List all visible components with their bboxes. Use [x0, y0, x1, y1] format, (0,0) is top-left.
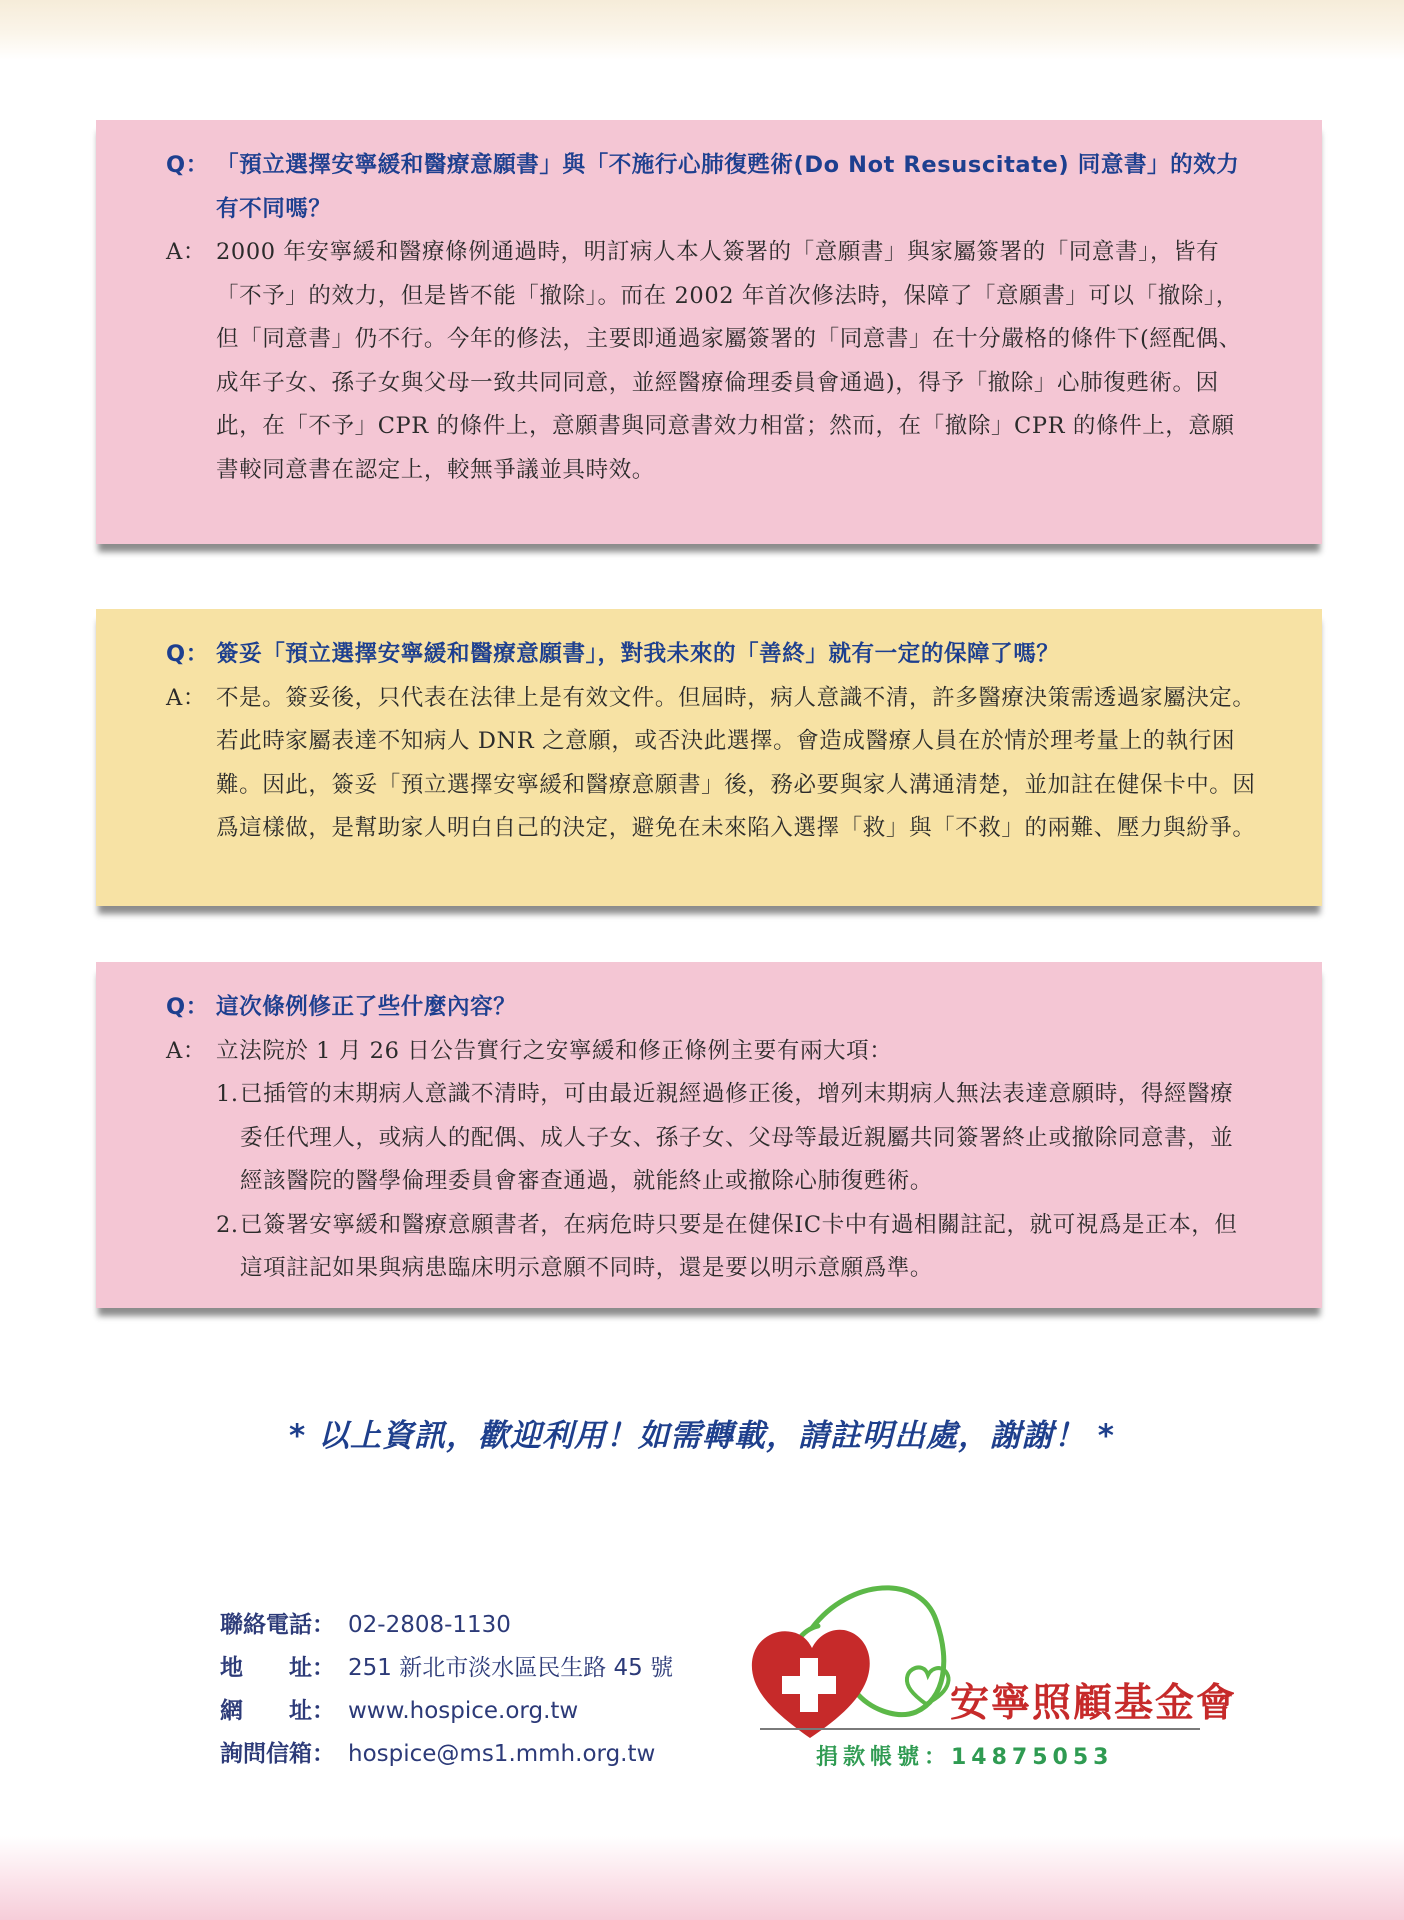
top-gradient-band	[0, 0, 1404, 60]
faq-question-2	[166, 633, 1256, 677]
faq-answer-3	[166, 1030, 1256, 1291]
foundation-name: 安寧照顧基金會	[950, 1681, 1238, 1726]
answer-mark-label: A：	[166, 1037, 206, 1064]
question-text: 這次條例修正了些什麼內容？	[216, 994, 517, 1020]
website-link[interactable]: www.hospice.org.tw	[348, 1698, 579, 1724]
bottom-gradient-band	[0, 1836, 1404, 1920]
list-item-text: 已簽署安寧緩和醫療意願書者，在病危時只要是在健保IC卡中有過相關註記，就可視爲是正本，但這項註記如果與病患臨床明示意願不同時，還是要以明示意願爲準。	[240, 1211, 1238, 1281]
address-label: 地 址：	[220, 1655, 335, 1681]
answer-mark-label: A：	[166, 239, 206, 265]
faq-card-1	[96, 120, 1322, 544]
question-mark-label: Q：	[166, 641, 209, 667]
email-link[interactable]: hospice@ms1.mmh.org.tw	[348, 1741, 656, 1767]
answer-text: 不是。簽妥後，只代表在法律上是有效文件。但屆時，病人意識不清，許多醫療決策需透過家屬決定。若此時家屬表達不知病人 DNR 之意願，或否決此選擇。會造成醫療人員在於情於理考量上的執行困難。因此，簽妥「預立選擇安寧緩和醫療意願書」後，務必要與家人溝通清楚，並加註在健保卡中。因爲這樣做，是幫助家人明白自己的決定，避免在未來陷入選擇「救」與「不救」的兩難、壓力與紛爭。	[216, 684, 1256, 841]
answer-text: 2000 年安寧緩和醫療條例通過時，明訂病人本人簽署的「意願書」與家屬簽署的「同意書」，皆有「不予」的效力，但是皆不能「撤除」。而在 2002 年首次修法時，保障了「意願書」可以「撤除」，但「同意書」仍不行。今年的修法，主要即通過家屬簽署的「同意書」在十分嚴格的條件下(經配偶、成年子女、孫子女與父母一致共同同意，並經醫療倫理委員會通過)，得予「撤除」心肺復甦術。因此，在「不予」CPR 的條件上，意願書與同意書效力相當；然而，在「撤除」CPR 的條件上，意願書較同意書在認定上，較無爭議並具時效。	[216, 239, 1242, 483]
faq-question-3	[166, 986, 1256, 1030]
faq-answer-1	[166, 231, 1256, 492]
list-item-number: 2.	[216, 1211, 239, 1238]
phone-label: 聯絡電話：	[220, 1612, 335, 1638]
contact-email-row	[220, 1733, 673, 1776]
question-mark-label: Q：	[166, 152, 209, 178]
address-value: 251 新北市淡水區民生路 45 號	[348, 1655, 674, 1681]
phone-value: 02-2808-1130	[348, 1612, 511, 1638]
reprint-notice: * 以上資訊，歡迎利用！如需轉載，請註明出處，謝謝！ *	[288, 1418, 1115, 1454]
logo-divider	[760, 1728, 1200, 1730]
faq-card-2	[96, 609, 1322, 906]
contact-info	[220, 1604, 673, 1776]
answer-mark-label: A：	[166, 684, 206, 711]
list-item-text: 已插管的末期病人意識不清時，可由最近親經過修正後，增列末期病人無法表達意願時，得經醫療委任代理人，或病人的配偶、成人子女、孫子女、父母等最近親屬共同簽署終止或撤除同意書，並經該醫院的醫學倫理委員會審查通過，就能終止或撤除心肺復甦術。	[240, 1081, 1234, 1194]
email-label: 詢問信箱：	[220, 1741, 335, 1767]
website-label: 網 址：	[220, 1698, 335, 1724]
contact-phone-row	[220, 1604, 673, 1647]
answer-body	[216, 1030, 1256, 1291]
answer-intro: 立法院於 1 月 26 日公告實行之安寧緩和修正條例主要有兩大項：	[216, 1037, 893, 1064]
question-text: 「預立選擇安寧緩和醫療意願書」與「不施行心肺復甦術(Do Not Resuscitate) 同意書」的效力有不同嗎？	[216, 152, 1240, 222]
donation-account: 捐款帳號：14875053	[816, 1745, 1114, 1770]
contact-website-row	[220, 1690, 673, 1733]
faq-question-1	[166, 144, 1256, 231]
faq-card-3	[96, 962, 1322, 1308]
question-mark-label: Q：	[166, 994, 209, 1020]
faq-answer-2	[166, 677, 1256, 851]
foundation-logo	[740, 1580, 1238, 1780]
list-item-number: 1.	[216, 1081, 239, 1107]
question-text: 簽妥「預立選擇安寧緩和醫療意願書」，對我未來的「善終」就有一定的保障了嗎？	[216, 641, 1060, 667]
answer-list-item-1	[216, 1073, 1256, 1204]
answer-list-item-2	[216, 1204, 1256, 1291]
contact-address-row	[220, 1647, 673, 1690]
